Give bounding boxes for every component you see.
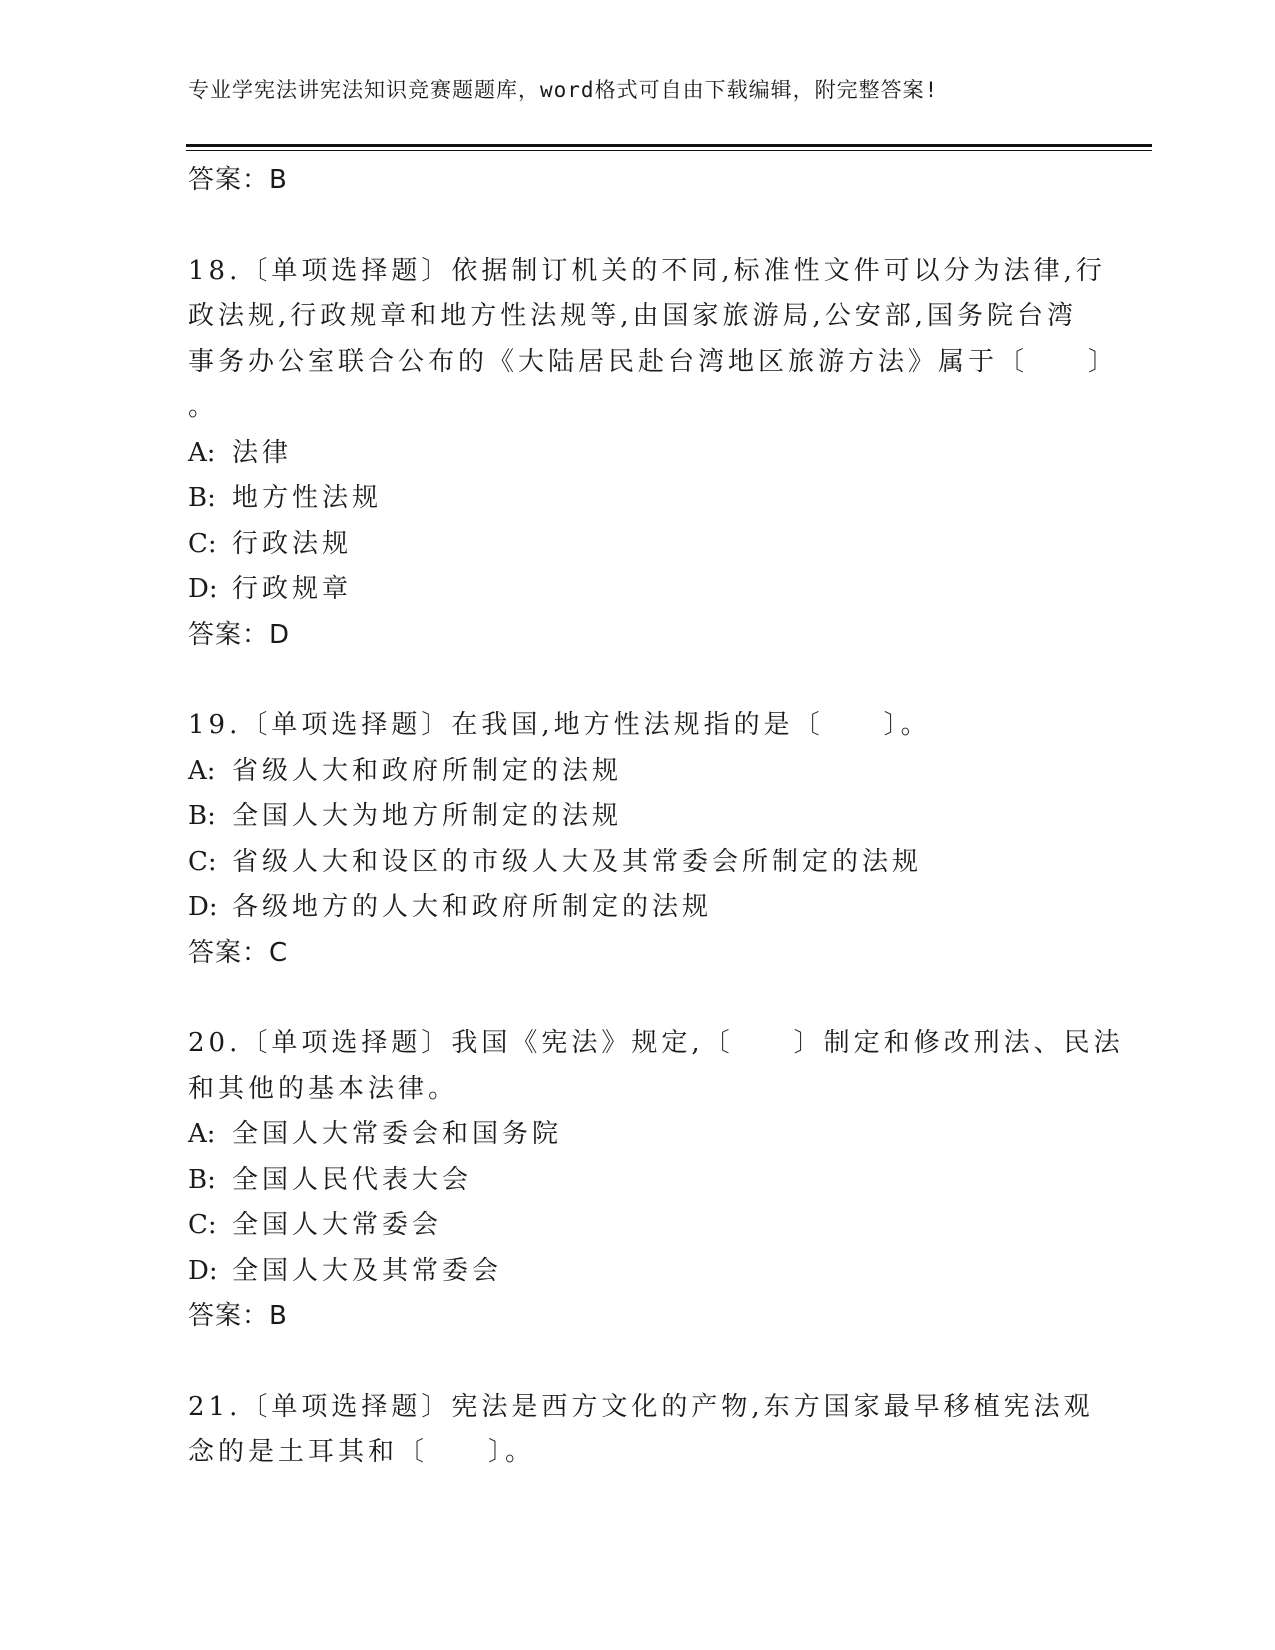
option-key: A: bbox=[188, 755, 216, 786]
spacer bbox=[188, 1340, 1088, 1385]
document-body bbox=[188, 158, 1124, 1476]
question-text-line: 。 bbox=[188, 392, 219, 422]
answer-q20: 答案：B bbox=[188, 1301, 288, 1331]
option-text: 法律 bbox=[232, 437, 293, 468]
question-text-line: 20.〔单项选择题〕我国《宪法》规定,〔 〕制定和修改刑法、民法 bbox=[188, 1028, 1124, 1058]
question-text-line: 18.〔单项选择题〕依据制订机关的不同,标准性文件可以分为法律,行 bbox=[188, 255, 1106, 286]
option-text: 全国人民代表大会 bbox=[232, 1164, 473, 1195]
question-19 bbox=[188, 703, 1088, 976]
option-key: B: bbox=[188, 801, 216, 831]
option-text: 全国人大及其常委会 bbox=[232, 1255, 503, 1286]
option-a bbox=[188, 1112, 1088, 1158]
question-text-line: 19.〔单项选择题〕在我国,地方性法规指的是〔 〕。 bbox=[188, 710, 931, 740]
option-text: 全国人大常委会 bbox=[232, 1210, 443, 1240]
option-text: 省级人大和政府所制定的法规 bbox=[232, 755, 623, 786]
option-key: C: bbox=[188, 846, 217, 877]
option-key: C: bbox=[188, 528, 217, 559]
question-text-line: 政法规,行政规章和地方性法规等,由国家旅游局,公安部,国务院台湾 bbox=[188, 301, 1078, 331]
answer-q19: 答案：C bbox=[188, 937, 289, 968]
option-c bbox=[188, 1203, 1088, 1249]
header-rule-thin bbox=[186, 150, 1152, 151]
option-a bbox=[188, 431, 1088, 477]
question-text-line: 和其他的基本法律。 bbox=[188, 1073, 459, 1104]
spacer bbox=[188, 204, 1088, 249]
question-text-line: 念的是土耳其和〔 〕。 bbox=[188, 1437, 536, 1467]
option-a bbox=[188, 749, 1088, 795]
option-key: B: bbox=[188, 483, 216, 513]
option-text: 全国人大为地方所制定的法规 bbox=[232, 801, 623, 831]
question-21 bbox=[188, 1385, 1094, 1476]
option-key: D: bbox=[188, 1255, 218, 1286]
option-key: C: bbox=[188, 1210, 217, 1240]
question-text-line: 21.〔单项选择题〕宪法是西方文化的产物,东方国家最早移植宪法观 bbox=[188, 1391, 1094, 1422]
option-key: B: bbox=[188, 1164, 216, 1195]
option-d bbox=[188, 885, 1088, 931]
option-c bbox=[188, 840, 1088, 886]
option-b bbox=[188, 1158, 1088, 1204]
option-key: A: bbox=[188, 437, 216, 468]
option-text: 省级人大和设区的市级人大及其常委会所制定的法规 bbox=[232, 846, 923, 877]
question-text-line: 事务办公室联合公布的《大陆居民赴台湾地区旅游方法》属于〔 〕 bbox=[188, 346, 1119, 377]
option-d bbox=[188, 567, 1088, 613]
answer-q17: 答案：B bbox=[188, 165, 288, 195]
option-text: 地方性法规 bbox=[232, 483, 383, 513]
option-text: 行政法规 bbox=[232, 528, 353, 559]
option-text: 行政规章 bbox=[232, 574, 353, 604]
option-key: D: bbox=[188, 574, 218, 604]
option-key: A: bbox=[188, 1119, 216, 1149]
question-18 bbox=[188, 249, 1119, 659]
spacer bbox=[188, 658, 1088, 703]
option-d bbox=[188, 1249, 1088, 1295]
option-text: 各级地方的人大和政府所制定的法规 bbox=[232, 892, 713, 922]
option-b bbox=[188, 476, 1088, 522]
page-header: 专业学宪法讲宪法知识竞赛题题库，word格式可自由下载编辑，附完整答案! bbox=[188, 78, 939, 102]
spacer bbox=[188, 976, 1088, 1021]
question-20 bbox=[188, 1021, 1124, 1340]
option-b bbox=[188, 794, 1088, 840]
answer-q18: 答案：D bbox=[188, 619, 291, 650]
option-c bbox=[188, 522, 1088, 568]
option-key: D: bbox=[188, 892, 218, 922]
option-text: 全国人大常委会和国务院 bbox=[232, 1119, 563, 1149]
header-rule-thick bbox=[186, 144, 1152, 147]
